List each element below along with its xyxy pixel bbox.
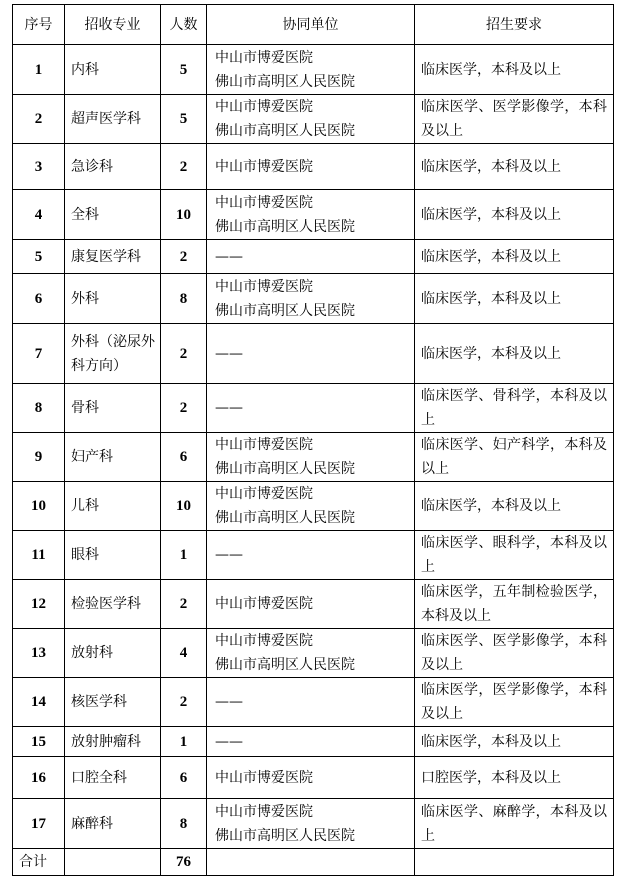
cell-count: 5 [161,45,207,95]
table-row [13,324,614,384]
table-row [13,757,614,799]
partner-unit-line: 佛山市高明区人民医院 [215,827,355,844]
partner-unit-line: 中山市博爱医院 [215,486,313,502]
partner-unit-line: —— [215,733,243,750]
cell-partner-unit [207,482,415,531]
cell-no: 9 [13,433,65,482]
cell-requirement: 临床医学，医学影像学，本科及以上 [415,678,614,727]
header-requirement: 招生要求 [415,5,614,45]
table-body [13,45,614,849]
cell-partner-unit [207,433,415,482]
total-empty-requirement [415,849,614,876]
cell-no: 15 [13,727,65,757]
header-major: 招收专业 [65,5,161,45]
header-unit: 协同单位 [207,5,415,45]
partner-unit-line: 中山市博爱医院 [215,803,313,820]
partner-unit-line: 中山市博爱医院 [215,194,313,211]
cell-requirement: 临床医学、医学影像学，本科及以上 [415,95,614,144]
cell-no: 6 [13,274,65,324]
partner-unit-line: —— [215,345,243,362]
table-row [13,45,614,95]
partner-unit-line: 中山市博爱医院 [215,278,313,295]
partner-unit-line: 中山市博爱医院 [215,437,313,453]
cell-count: 10 [161,482,207,531]
header-count: 人数 [161,5,207,45]
partner-unit-line: 佛山市高明区人民医院 [215,73,355,90]
cell-no: 1 [13,45,65,95]
table-row [13,144,614,190]
cell-major: 外科（泌尿外科方向） [65,324,161,384]
table-row [13,799,614,849]
partner-unit-line: —— [215,547,243,563]
total-count: 76 [161,849,207,876]
cell-count: 2 [161,580,207,629]
cell-requirement: 临床医学、麻醉学，本科及以上 [415,799,614,849]
table-row [13,629,614,678]
cell-count: 10 [161,190,207,240]
partner-unit-line: 佛山市高明区人民医院 [215,510,355,526]
partner-unit-line: 中山市博爱医院 [215,49,313,66]
partner-unit-line: 中山市博爱医院 [215,633,313,649]
cell-major: 核医学科 [65,678,161,727]
cell-partner-unit [207,190,415,240]
cell-count: 4 [161,629,207,678]
cell-major: 外科 [65,274,161,324]
partner-unit-line: 佛山市高明区人民医院 [215,657,355,673]
cell-partner-unit [207,757,415,799]
cell-major: 儿科 [65,482,161,531]
cell-count: 8 [161,274,207,324]
cell-major: 全科 [65,190,161,240]
table-row [13,482,614,531]
total-empty-major [65,849,161,876]
header-row [13,5,614,45]
cell-no: 17 [13,799,65,849]
partner-unit-line: 佛山市高明区人民医院 [215,218,355,235]
cell-requirement: 临床医学，本科及以上 [415,324,614,384]
table-row [13,190,614,240]
cell-major: 麻醉科 [65,799,161,849]
cell-count: 2 [161,678,207,727]
cell-requirement: 临床医学，本科及以上 [415,45,614,95]
cell-requirement: 临床医学，本科及以上 [415,727,614,757]
cell-no: 5 [13,240,65,274]
cell-requirement: 临床医学、妇产科学，本科及以上 [415,433,614,482]
cell-count: 2 [161,384,207,433]
partner-unit-line: 佛山市高明区人民医院 [215,123,355,139]
cell-requirement: 临床医学，本科及以上 [415,482,614,531]
header-no: 序号 [13,5,65,45]
cell-partner-unit [207,727,415,757]
cell-count: 1 [161,727,207,757]
cell-major: 急诊科 [65,144,161,190]
cell-requirement: 临床医学，本科及以上 [415,274,614,324]
cell-no: 13 [13,629,65,678]
cell-major: 内科 [65,45,161,95]
cell-no: 3 [13,144,65,190]
recruitment-table [12,4,614,876]
cell-major: 骨科 [65,384,161,433]
cell-requirement: 临床医学，本科及以上 [415,240,614,274]
cell-no: 11 [13,531,65,580]
partner-unit-line: —— [215,694,243,710]
cell-no: 16 [13,757,65,799]
cell-partner-unit [207,144,415,190]
table-row [13,433,614,482]
cell-requirement: 临床医学，本科及以上 [415,190,614,240]
cell-requirement: 口腔医学，本科及以上 [415,757,614,799]
cell-requirement: 临床医学，五年制检验医学，本科及以上 [415,580,614,629]
cell-partner-unit [207,799,415,849]
cell-count: 5 [161,95,207,144]
table-row [13,678,614,727]
cell-count: 1 [161,531,207,580]
cell-no: 7 [13,324,65,384]
cell-partner-unit [207,629,415,678]
total-empty-unit [207,849,415,876]
table-row [13,727,614,757]
cell-partner-unit [207,384,415,433]
cell-major: 口腔全科 [65,757,161,799]
partner-unit-line: 中山市博爱医院 [215,158,313,175]
cell-major: 超声医学科 [65,95,161,144]
partner-unit-line: 中山市博爱医院 [215,99,313,115]
cell-requirement: 临床医学、眼科学，本科及以上 [415,531,614,580]
table-row [13,531,614,580]
table-row [13,384,614,433]
cell-partner-unit [207,240,415,274]
cell-no: 10 [13,482,65,531]
partner-unit-line: 佛山市高明区人民医院 [215,461,355,477]
cell-partner-unit [207,678,415,727]
table-row [13,240,614,274]
cell-major: 放射肿瘤科 [65,727,161,757]
cell-no: 14 [13,678,65,727]
total-label: 合计 [13,849,65,876]
table-row [13,274,614,324]
cell-count: 6 [161,757,207,799]
cell-partner-unit [207,45,415,95]
total-row [13,849,614,876]
cell-requirement: 临床医学，本科及以上 [415,144,614,190]
cell-requirement: 临床医学、骨科学，本科及以上 [415,384,614,433]
cell-no: 4 [13,190,65,240]
cell-count: 2 [161,240,207,274]
cell-partner-unit [207,531,415,580]
cell-partner-unit [207,580,415,629]
cell-partner-unit [207,95,415,144]
cell-count: 6 [161,433,207,482]
cell-major: 妇产科 [65,433,161,482]
partner-unit-line: 中山市博爱医院 [215,769,313,786]
table-row [13,580,614,629]
partner-unit-line: 中山市博爱医院 [215,596,313,612]
cell-count: 2 [161,324,207,384]
cell-partner-unit [207,324,415,384]
partner-unit-line: —— [215,400,243,416]
cell-no: 12 [13,580,65,629]
cell-major: 康复医学科 [65,240,161,274]
cell-requirement: 临床医学、医学影像学，本科及以上 [415,629,614,678]
cell-count: 8 [161,799,207,849]
cell-no: 8 [13,384,65,433]
partner-unit-line: 佛山市高明区人民医院 [215,302,355,319]
cell-major: 检验医学科 [65,580,161,629]
cell-major: 眼科 [65,531,161,580]
cell-major: 放射科 [65,629,161,678]
table-row [13,95,614,144]
cell-partner-unit [207,274,415,324]
partner-unit-line: —— [215,248,243,265]
cell-no: 2 [13,95,65,144]
cell-count: 2 [161,144,207,190]
